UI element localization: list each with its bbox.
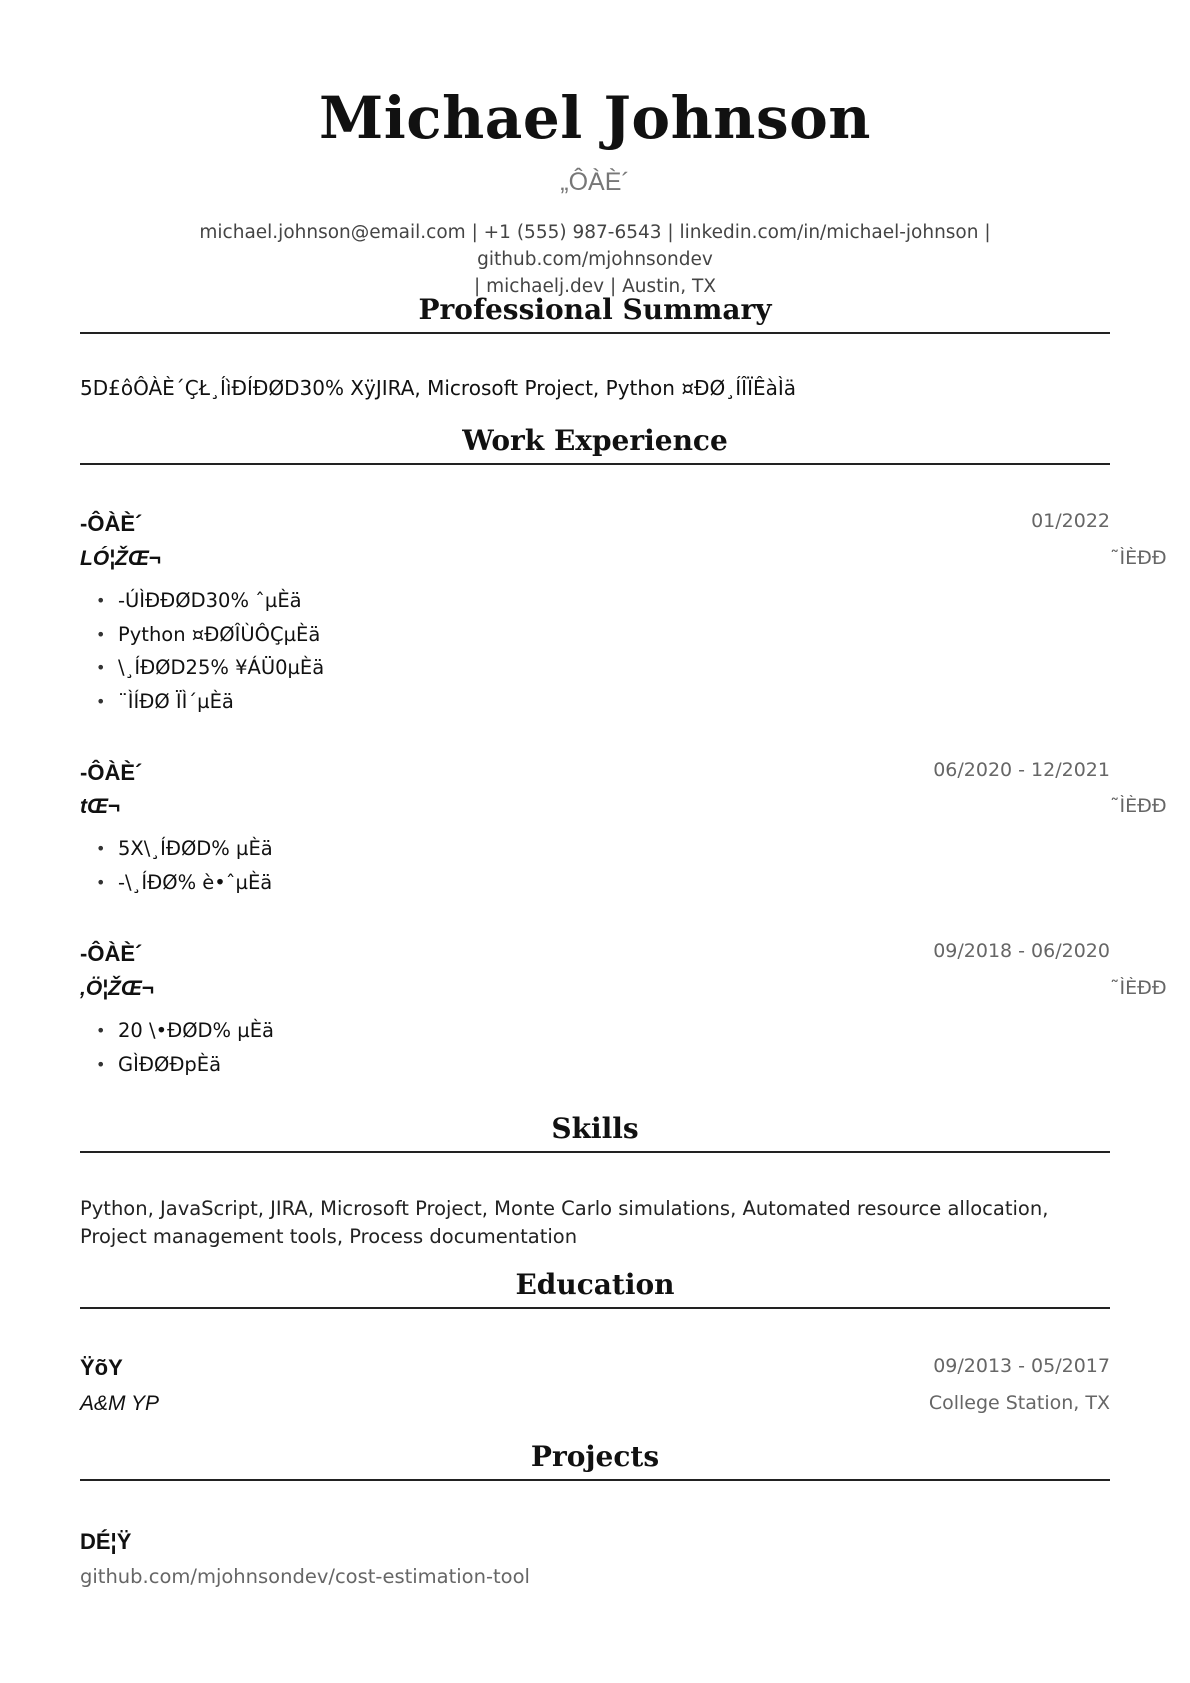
project-title: DÉ¦Ÿ bbox=[80, 1529, 132, 1554]
job-title: -ÔÀÈ´ bbox=[80, 511, 143, 536]
job-date: 01/2022 bbox=[1031, 510, 1110, 532]
job-title: -ÔÀÈ´ bbox=[80, 760, 143, 785]
job-company: tŒ¬ bbox=[80, 795, 121, 818]
job-location: ˜ÌÈÐÐ bbox=[1110, 795, 1167, 817]
job-location: ˜ÌÈÐÐ bbox=[1110, 977, 1167, 999]
section-title-education: Education bbox=[80, 1268, 1110, 1309]
section-title-projects: Projects bbox=[80, 1440, 1110, 1481]
job-bullets bbox=[94, 832, 1110, 899]
job-date: 06/2020 - 12/2021 bbox=[933, 759, 1110, 781]
section-title-experience: Work Experience bbox=[80, 424, 1110, 465]
list-item: • 5X\¸ÍÐØD% µÈä bbox=[118, 832, 1110, 866]
candidate-subtitle: „ÔÀÈ´ bbox=[560, 168, 630, 196]
list-item: • GÌÐØÐpÈä bbox=[118, 1048, 1110, 1082]
contact-line-1: michael.johnson@email.com | +1 (555) 987-6543 | linkedin.com/in/michael-johnson | github.com/mjohnsondev bbox=[199, 222, 991, 270]
job-company: LÓ¦ŽŒ¬ bbox=[80, 547, 162, 570]
list-item: • -ÚÌÐÐØD30% ˆµÈä bbox=[118, 584, 1110, 618]
list-item: • Python ¤ÐØÎÙÔÇµÈä bbox=[118, 618, 1110, 652]
job-bullets bbox=[94, 1014, 1110, 1081]
education-date: 09/2013 - 05/2017 bbox=[933, 1355, 1110, 1377]
section-title-summary: Professional Summary bbox=[80, 293, 1110, 334]
contact-line-2: | michaelj.dev | Austin, TX bbox=[474, 276, 716, 297]
job-date: 09/2018 - 06/2020 bbox=[933, 940, 1110, 962]
candidate-name: Michael Johnson bbox=[319, 84, 871, 152]
job-company: ,Ö¦ŽŒ¬ bbox=[80, 977, 155, 1000]
education-school: A&M YP bbox=[80, 1392, 159, 1415]
list-item: • \¸ÍÐØD25% ¥ÁÜ0µÈä bbox=[118, 651, 1110, 685]
job-bullets bbox=[94, 584, 1110, 718]
project-link[interactable]: github.com/mjohnsondev/cost-estimation-tool bbox=[80, 1565, 530, 1588]
education-location: College Station, TX bbox=[928, 1392, 1110, 1414]
list-item: • -\¸ÍÐØ% è•ˆµÈä bbox=[118, 866, 1110, 900]
job-title: -ÔÀÈ´ bbox=[80, 941, 143, 966]
list-item: • ¨ÌÍÐØ ÏÌ´µÈä bbox=[118, 685, 1110, 719]
education-degree: ŸõY bbox=[80, 1355, 123, 1380]
skills-text: Python, JavaScript, JIRA, Microsoft Project, Monte Carlo simulations, Automated resource allocation, Project management tools, Process documentation bbox=[80, 1197, 1049, 1248]
job-location: ˜ÌÈÐÐ bbox=[1110, 547, 1167, 569]
list-item: • 20 \•ÐØD% µÈä bbox=[118, 1014, 1110, 1048]
section-title-skills: Skills bbox=[80, 1112, 1110, 1153]
contact-info bbox=[80, 219, 1110, 300]
summary-text: 5D£ôÔÀÈ´ÇŁ¸ÍìÐÍÐØD30% XÿJIRA, Microsoft Project, Python ¤ÐØ¸ÍÎÏÊàÌä bbox=[80, 376, 797, 400]
